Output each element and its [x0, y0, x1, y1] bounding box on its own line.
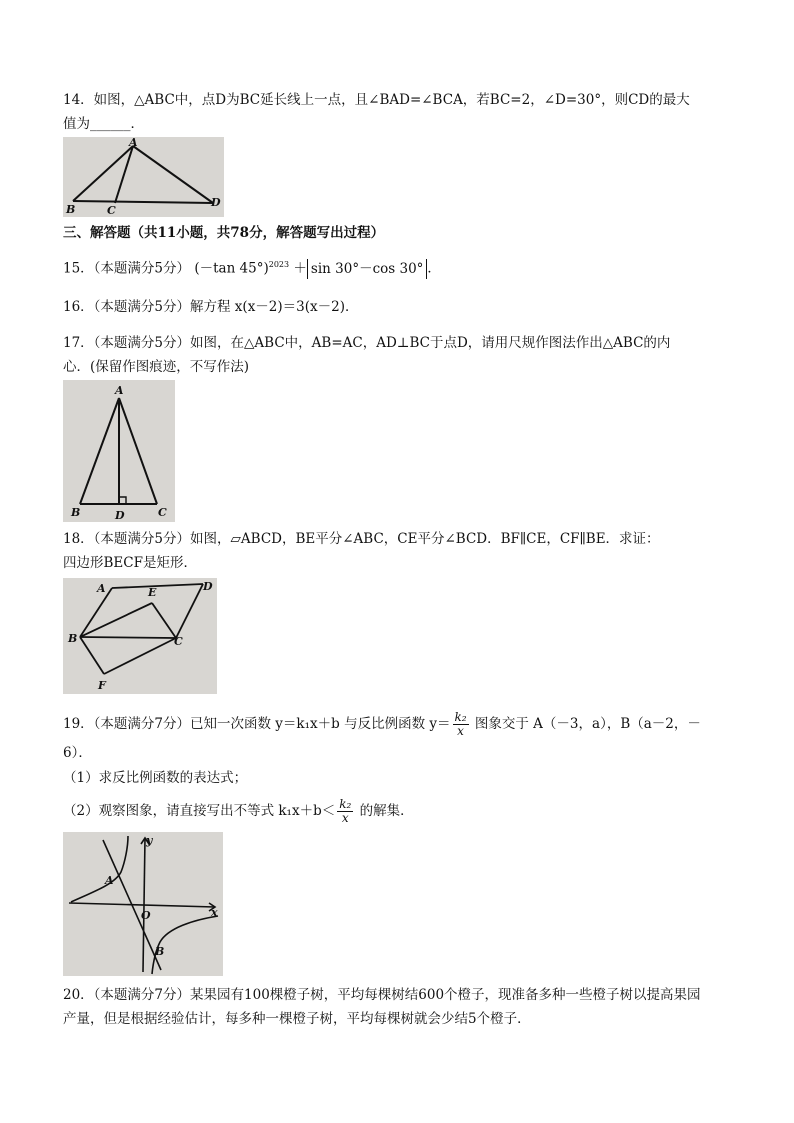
q18-label-e: E	[148, 586, 157, 599]
q14-figure	[63, 137, 224, 217]
q19-figure	[63, 832, 223, 976]
q18-line-2: 四边形BECF是矩形．	[63, 555, 197, 571]
q15-line	[63, 255, 441, 279]
q19-label-x: x	[211, 906, 218, 919]
q19-part2-suffix: 的解集．	[355, 803, 414, 819]
q18-figure	[63, 578, 217, 694]
q15-end: ．	[427, 260, 441, 277]
q19-label-o: O	[141, 909, 151, 922]
q19-frac-num: k₂	[454, 710, 467, 724]
q19-part2-fraction	[337, 798, 353, 825]
q18-label-d: D	[203, 580, 213, 593]
q17-label-b: B	[71, 506, 81, 519]
q17-label-c: C	[158, 506, 167, 519]
q15-exponent: 2023	[268, 260, 290, 269]
section-3-title: 三、解答题（共11小题，共78分，解答题写出过程）	[63, 225, 385, 241]
q17-label-a: A	[115, 384, 124, 397]
q18-label-c: C	[174, 635, 183, 648]
q14-label-d: D	[211, 196, 221, 209]
q18-label-b: B	[68, 632, 78, 645]
q15-prefix: 15．（本题满分5分）	[63, 260, 191, 277]
q19-part2-prefix: （2）观察图象，请直接写出不等式 k₁x＋b＜	[63, 803, 336, 819]
q14-line-1: 14．如图，△ABC中，点D为BC延长线上一点，且∠BAD=∠BCA，若BC=2，∠D=30°，则CD的最大	[63, 92, 690, 108]
q17-line-2: 心．(保留作图痕迹，不写作法)	[63, 359, 250, 375]
q14-label-a: A	[129, 137, 138, 149]
q19-label-b: B	[155, 945, 165, 958]
q17-figure	[63, 380, 175, 522]
q15-expr-a: (－tan 45°)	[194, 260, 269, 277]
q14-line-2: 值为______．	[63, 116, 144, 132]
q16-line: 16．（本题满分5分）解方程 x(x－2)＝3(x－2)．	[63, 299, 359, 315]
q19-part-1: （1）求反比例函数的表达式；	[63, 770, 248, 786]
q19-frac-den: x	[457, 724, 464, 738]
q19-line-1	[63, 709, 701, 739]
q18-label-a: A	[97, 582, 106, 595]
q17-line-1: 17．（本题满分5分）如图，在△ABC中，AB=AC，AD⊥BC于点D，请用尺规作图法作出△ABC的内	[63, 335, 671, 351]
q17-label-d: D	[115, 509, 125, 522]
q19-label-a: A	[105, 874, 114, 887]
q14-label-c: C	[107, 204, 116, 217]
q19-part2-frac-den: x	[341, 811, 349, 825]
q14-label-b: B	[66, 203, 76, 216]
q19-suffix: 图象交于 A（－3，a），B（a－2，－	[470, 716, 701, 732]
q15-plus: ＋	[293, 260, 307, 277]
q18-line-1: 18．（本题满分5分）如图，▱ABCD，BE平分∠ABC，CE平分∠BCD．BF∥CE，CF∥BE．求证：	[63, 531, 660, 547]
q20-line-1: 20．（本题满分7分）某果园有100棵橙子树，平均每棵树结600个橙子，现准备多种一些橙子树以提高果园	[63, 987, 701, 1003]
q18-label-f: F	[98, 679, 106, 692]
q19-prefix: 19．（本题满分7分）已知一次函数 y＝k₁x＋b 与反比例函数 y＝	[63, 716, 451, 732]
q20-line-2: 产量，但是根据经验估计，每多种一棵橙子树，平均每棵树就会少结5个橙子．	[63, 1011, 531, 1027]
q19-part2-frac-num: k₂	[339, 797, 352, 811]
q19-fraction	[453, 711, 469, 738]
q19-line-2: 6）．	[63, 745, 92, 761]
q15-abs-expr: sin 30°－cos 30°	[307, 259, 428, 279]
q19-part-2	[63, 796, 414, 826]
q19-label-y: y	[146, 834, 153, 847]
